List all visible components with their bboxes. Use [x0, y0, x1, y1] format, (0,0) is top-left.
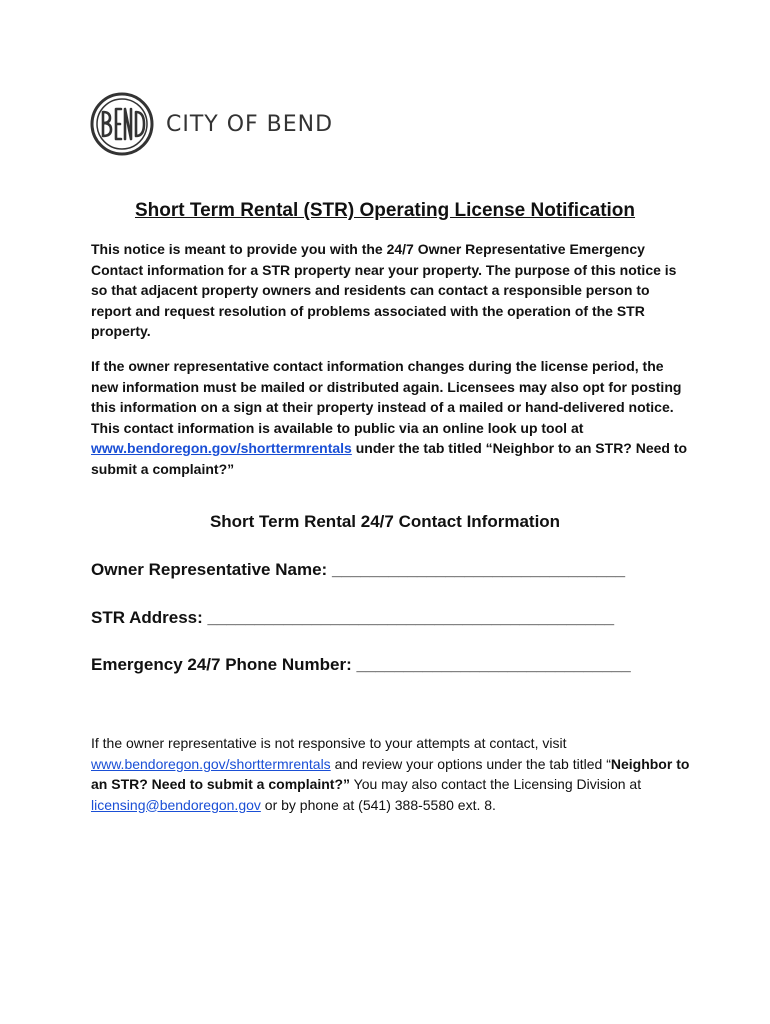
str-address-label: STR Address: — [91, 608, 203, 627]
owner-name-label: Owner Representative Name: — [91, 560, 328, 579]
document-title: Short Term Rental (STR) Operating License Notification — [134, 200, 636, 221]
footer-text-end: or by phone at (541) 388-5580 ext. 8. — [260, 796, 496, 813]
contact-change-paragraph — [91, 356, 691, 479]
owner-name-blank: _______________________________ — [331, 560, 626, 579]
emergency-phone-blank: _____________________________ — [356, 655, 631, 674]
footer-website-link[interactable]: www.bendoregon.gov/shorttermrentals — [91, 755, 331, 772]
str-website-link[interactable]: www.bendoregon.gov/shorttermrentals — [91, 440, 352, 456]
owner-name-field — [91, 560, 625, 580]
footer-text-contact: You may also contact the Licensing Division at — [350, 776, 642, 792]
paragraph-text-end: under the tab titled “Neighbor to an STR? Need to submit a complaint?” — [91, 440, 688, 477]
footer-text-mid: and review your options under the tab titled “ — [330, 755, 611, 772]
paragraph-text-start: If the owner representative contact information changes during the license period, the new information must be mailed or distributed again. Licensees may also opt for posting this information on a sign at their property instead of a mailed or hand-delivered notice. This contact information is available to public via an online look up tool at — [91, 358, 682, 436]
intro-paragraph: This notice is meant to provide you with the 24/7 Owner Representative Emergency Contact information for a STR property near your property. The purpose of this notice is so that adjacent property owners and residents can contact a responsible person to report and request resolution of problems associated with the operation of the STR property. — [91, 241, 677, 339]
city-seal-icon — [90, 92, 154, 156]
str-address-blank: ___________________________________________ — [207, 608, 615, 627]
footer-text-start: If the owner representative is not responsive to your attempts at contact, visit — [91, 735, 567, 751]
city-name-text: CITY OF BEND — [166, 111, 334, 137]
licensing-email-link[interactable]: licensing@bendoregon.gov — [91, 796, 261, 813]
city-logo — [90, 92, 333, 156]
footer-paragraph — [91, 733, 701, 815]
footer-bold-tab-title: Neighbor to an STR? Need to submit a complaint?” — [91, 755, 690, 792]
emergency-phone-field — [91, 655, 631, 675]
str-address-field — [91, 608, 614, 628]
contact-info-heading: Short Term Rental 24/7 Contact Information — [209, 512, 561, 531]
emergency-phone-label: Emergency 24/7 Phone Number: — [91, 655, 352, 674]
